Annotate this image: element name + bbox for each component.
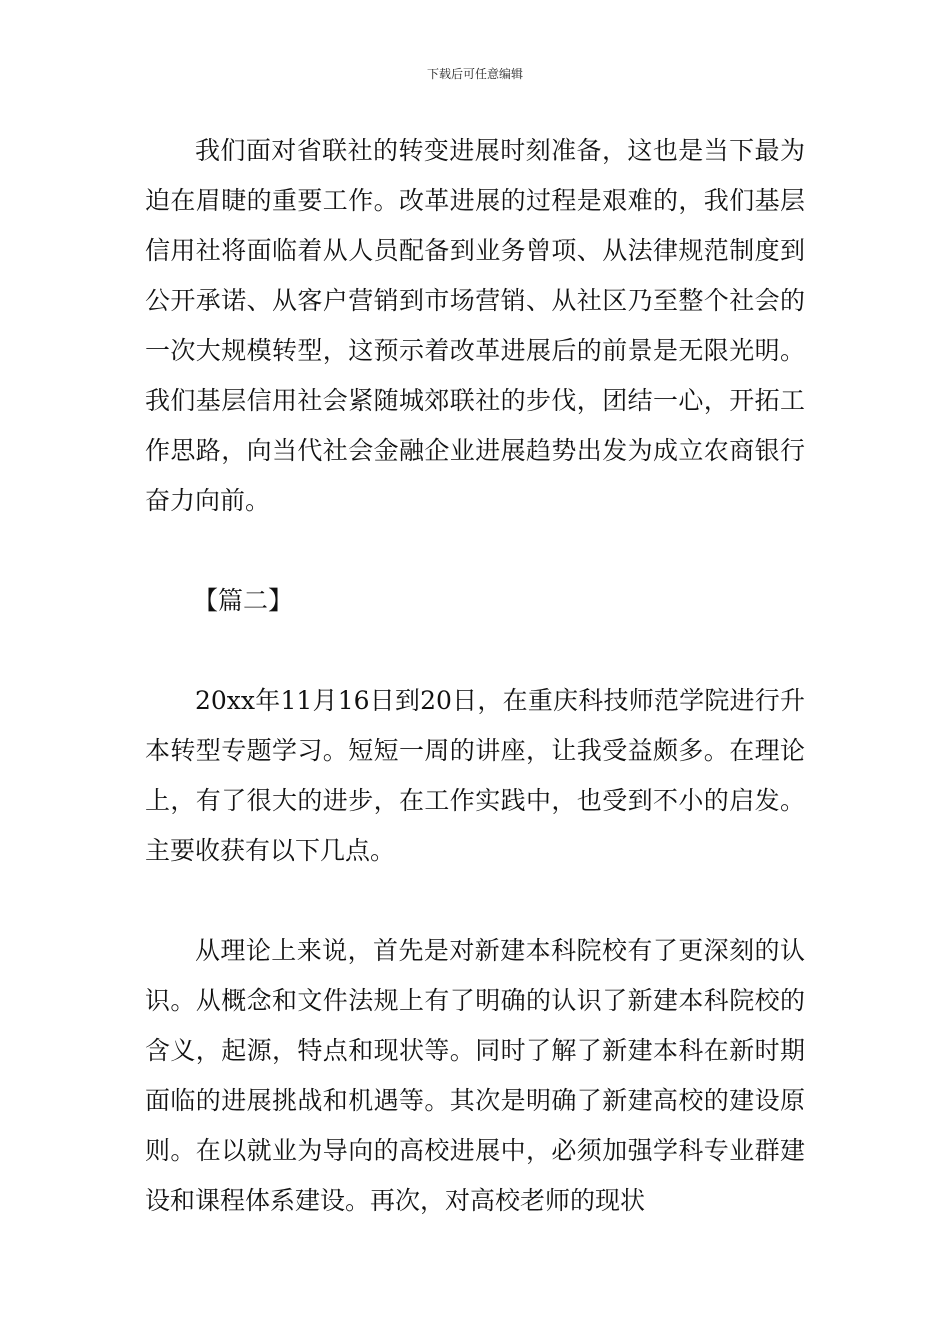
spacer bbox=[145, 876, 805, 926]
paragraph-1: 我们面对省联社的转变进展时刻准备，这也是当下最为迫在眉睫的重要工作。改革进展的过程是艰难的，我们基层信用社将面临着从人员配备到业务曾项、从法律规范制度到公开承诺、从客户营销到市场营销、从社区乃至整个社会的一次大规模转型，这预示着改革进展后的前景是无限光明。我们基层信用社会紧随城郊联社的步伐，团结一心，开拓工作思路，向当代社会金融企业进展趋势出发为成立农商银行奋力向前。 bbox=[145, 136, 805, 515]
paragraph-3: 从理论上来说，首先是对新建本科院校有了更深刻的认识。从概念和文件法规上有了明确的认识了新建本科院校的含义，起源，特点和现状等。同时了解了新建本科在新时期面临的进展挑战和机遇等。其次是明确了新建高校的建设原则。在以就业为导向的高校进展中，必须加强学科专业群建设和课程体系建设。再次，对高校老师的现状 bbox=[145, 936, 805, 1215]
paragraph-2: 20xx年11月16日到20日，在重庆科技师范学院进行升本转型专题学习。短短一周的讲座，让我受益颇多。在理论上，有了很大的进步，在工作实践中，也受到不小的启发。主要收获有以下几点。 bbox=[145, 686, 805, 865]
page-header: 下载后可任意编辑 bbox=[426, 67, 523, 81]
document-body bbox=[145, 126, 805, 1226]
spacer bbox=[145, 526, 805, 576]
spacer bbox=[145, 626, 805, 676]
section-heading: 【篇二】 bbox=[193, 586, 294, 615]
